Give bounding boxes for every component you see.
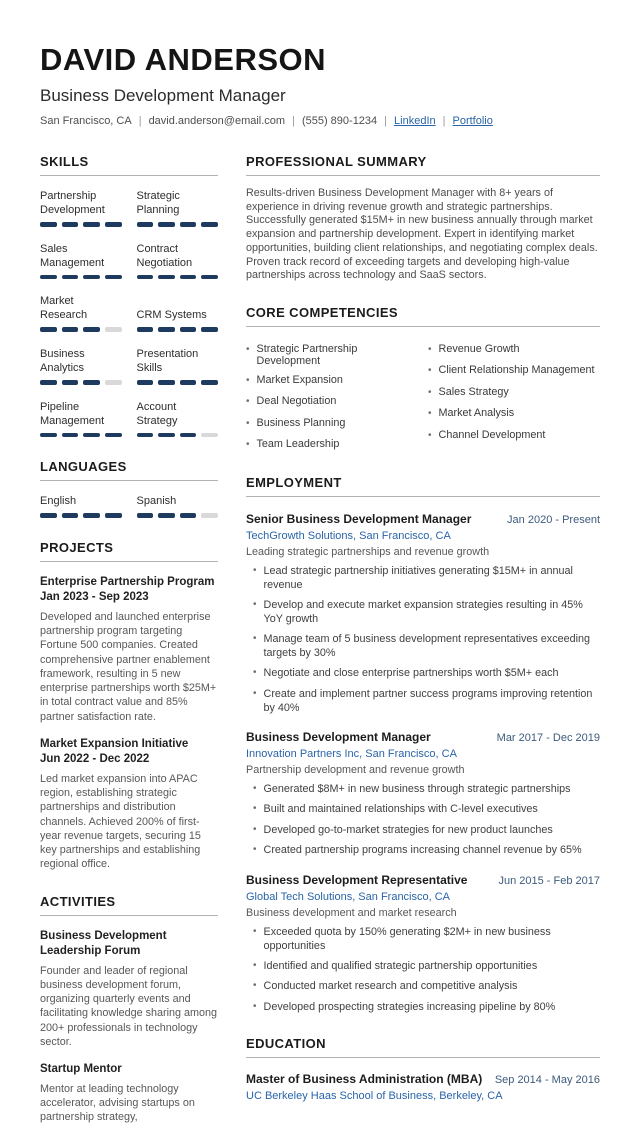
two-column-layout [40, 154, 600, 1146]
skill-level-segment [180, 275, 197, 280]
bullet-icon [253, 843, 257, 858]
bullet-icon [253, 666, 257, 681]
job-company: TechGrowth Solutions, San Francisco, CA [246, 529, 451, 542]
skill-level-segment [201, 433, 218, 438]
job-bullet [253, 632, 600, 660]
skill-level-segment [62, 380, 79, 385]
resume-header [40, 44, 600, 127]
skill-item [40, 347, 122, 385]
bullet-icon [253, 1000, 257, 1015]
activities-heading: ACTIVITIES [40, 894, 218, 916]
competencies-column-2 [428, 336, 600, 453]
job-bullet [253, 925, 600, 953]
job-dates: Jan 2020 - Present [507, 513, 600, 526]
job-bullet-text: Identified and qualified strategic partnership opportunities [263, 959, 538, 972]
job-dates: Jun 2015 - Feb 2017 [498, 874, 600, 887]
skill-item [40, 494, 122, 518]
bullet-icon [253, 802, 257, 817]
competency-label: Deal Negotiation [256, 395, 337, 408]
skill-level-segment [105, 380, 122, 385]
left-column [40, 154, 218, 1146]
competency-item [246, 395, 418, 410]
skill-level-segment [62, 222, 79, 227]
job-bullet-text: Create and implement partner success programs improving retention by 40% [263, 687, 593, 714]
skill-level-segment [180, 433, 197, 438]
summary-heading: PROFESSIONAL SUMMARY [246, 154, 600, 176]
skill-level-bar [40, 275, 122, 280]
skill-level-bar [137, 433, 219, 438]
bullet-icon [428, 386, 432, 401]
job-item [246, 873, 600, 1015]
activity-item [40, 929, 218, 1050]
skill-item [40, 400, 122, 438]
projects-section [40, 540, 218, 872]
contact-link-linkedin[interactable]: LinkedIn [394, 115, 436, 127]
project-description: Led market expansion into APAC region, establishing strategic partnerships and distribution channels. Achieved 200% of first-year revenue targets, securing 15 key partnerships and establishing regional office. [40, 772, 201, 871]
education-heading: EDUCATION [246, 1036, 600, 1058]
job-title: Business Development Representative [246, 872, 468, 887]
languages-section [40, 459, 218, 518]
competency-item [246, 343, 418, 367]
job-bullet-text: Lead strategic partnership initiatives generating $15M+ in annual revenue [263, 564, 573, 591]
skill-level-bar [137, 275, 219, 280]
competencies-section [246, 305, 600, 453]
skill-item [137, 189, 219, 227]
skill-item [40, 242, 122, 280]
skill-level-segment [40, 380, 57, 385]
activities-list [40, 929, 218, 1125]
skill-level-segment [40, 433, 57, 438]
project-description: Developed and launched enterprise partnership program targeting Fortune 500 companies. Created comprehensive partner enablement framework, resulting in 5 new enterprise partnerships worth $25M+ in total contract value and 85% partner satisfaction rate. [40, 610, 217, 723]
competencies-column-1 [246, 336, 418, 453]
bullet-icon [253, 782, 257, 797]
skill-level-bar [137, 222, 219, 227]
education-school: UC Berkeley Haas School of Business, Berkeley, CA [246, 1090, 503, 1103]
languages-heading: LANGUAGES [40, 459, 218, 481]
job-bullet [253, 666, 600, 681]
activity-title: Business Development Leadership Forum [40, 929, 167, 958]
skill-level-segment [137, 380, 154, 385]
skill-item [40, 294, 122, 332]
skill-level-segment [62, 513, 79, 518]
project-item [40, 737, 218, 872]
skill-name: Market Research [40, 295, 88, 322]
skill-level-segment [83, 327, 100, 332]
skill-item [137, 400, 219, 438]
skill-level-segment [83, 433, 100, 438]
contact-line [40, 115, 600, 127]
bullet-icon [253, 598, 257, 626]
summary-section [246, 154, 600, 283]
job-bullet [253, 959, 600, 974]
job-title: Senior Business Development Manager [246, 511, 472, 526]
skill-name: Sales Management [40, 242, 105, 269]
bullet-icon [253, 564, 257, 592]
skill-name: Business Analytics [40, 347, 85, 375]
contact-separator: | [292, 115, 295, 127]
skill-level-segment [201, 222, 218, 227]
competency-label: Market Analysis [438, 407, 515, 420]
education-header-row [246, 1072, 600, 1086]
skill-item [40, 189, 122, 227]
skill-name: Account Strategy [136, 400, 178, 427]
skills-section [40, 154, 218, 437]
skill-level-bar [40, 327, 122, 332]
competency-label: Sales Strategy [438, 385, 509, 398]
skill-level-segment [83, 222, 100, 227]
skill-level-segment [180, 380, 197, 385]
job-item [246, 512, 600, 715]
job-bullet [253, 979, 600, 994]
skill-level-bar [137, 380, 219, 385]
job-bullet [253, 1000, 600, 1015]
project-dates: Jan 2023 - Sep 2023 [40, 591, 149, 604]
skill-name: English [40, 495, 77, 508]
competency-item [428, 364, 600, 379]
bullet-icon [428, 343, 432, 358]
skill-level-segment [83, 513, 100, 518]
contact-separator: | [384, 115, 388, 127]
skill-level-segment [158, 327, 175, 332]
skill-item [137, 494, 219, 518]
bullet-icon [246, 438, 250, 453]
skill-level-segment [137, 327, 154, 332]
job-bullet-text: Created partnership programs increasing channel revenue by 65% [263, 844, 582, 857]
job-bullet [253, 598, 600, 626]
competencies-heading: CORE COMPETENCIES [246, 305, 600, 327]
skill-level-segment [83, 275, 100, 280]
skill-name: Contract Negotiation [136, 242, 193, 269]
project-item [40, 575, 218, 724]
skill-level-segment [158, 275, 175, 280]
skills-heading: SKILLS [40, 154, 218, 176]
bullet-icon [253, 632, 257, 660]
job-bullet-text: Negotiate and close enterprise partnerships worth $5M+ each [263, 667, 559, 680]
skill-level-segment [137, 222, 154, 227]
name-heading: DAVID ANDERSON [40, 42, 327, 77]
competency-item [246, 438, 418, 453]
activities-section [40, 894, 218, 1125]
bullet-icon [246, 395, 250, 410]
job-bullet-text: Conducted market research and competitive analysis [263, 980, 518, 993]
skill-name: Strategic Planning [136, 190, 180, 217]
skill-level-segment [62, 433, 79, 438]
bullet-icon [253, 979, 257, 994]
skill-level-segment [40, 275, 57, 280]
activity-title: Startup Mentor [40, 1063, 122, 1076]
contact-separator: | [138, 115, 142, 127]
skill-level-segment [201, 275, 218, 280]
job-bullet [253, 802, 600, 817]
competencies-columns [246, 336, 600, 453]
employment-section [246, 475, 600, 1014]
contact-email: david.anderson@email.com [148, 115, 286, 127]
competency-label: Market Expansion [256, 373, 343, 386]
job-bullet [253, 782, 600, 797]
skill-level-bar [137, 327, 219, 332]
job-bullet [253, 843, 600, 858]
skill-level-segment [105, 275, 122, 280]
skill-name: Spanish [136, 495, 177, 508]
skill-level-segment [158, 433, 175, 438]
skill-level-segment [105, 327, 122, 332]
skill-level-segment [62, 275, 79, 280]
job-bullet-list [246, 782, 600, 858]
competency-item [428, 407, 600, 422]
skill-level-segment [180, 513, 197, 518]
skill-level-bar [40, 222, 122, 227]
skill-level-segment [158, 222, 175, 227]
project-title: Enterprise Partnership Program [40, 575, 215, 588]
competency-item [246, 374, 418, 389]
education-dates: Sep 2014 - May 2016 [494, 1074, 600, 1087]
job-bullet-text: Developed prospecting strategies increasing pipeline by 80% [263, 1000, 556, 1013]
skill-level-segment [40, 222, 57, 227]
job-bullet [253, 687, 600, 715]
project-dates: Jun 2022 - Dec 2022 [40, 753, 150, 766]
bullet-icon [246, 374, 250, 389]
job-bullet-text: Built and maintained relationships with C-level executives [263, 803, 538, 816]
bullet-icon [253, 823, 257, 838]
bullet-icon [253, 687, 257, 715]
competency-label: Revenue Growth [438, 342, 520, 355]
education-section [246, 1036, 600, 1102]
skill-name: Partnership Development [40, 190, 105, 217]
job-bullet [253, 564, 600, 592]
skill-level-bar [40, 433, 122, 438]
skill-level-segment [137, 433, 154, 438]
skill-level-segment [40, 327, 57, 332]
job-item [246, 730, 600, 858]
skill-level-bar [40, 380, 122, 385]
activity-description: Mentor at leading technology accelerator, advising startups on partnership strategy, [40, 1082, 195, 1124]
activity-item [40, 1062, 218, 1124]
skill-level-segment [180, 222, 197, 227]
job-company: Global Tech Solutions, San Francisco, CA [246, 890, 451, 903]
bullet-icon [428, 429, 432, 444]
skill-name: Presentation Skills [136, 347, 199, 375]
competency-item [428, 343, 600, 358]
skill-level-bar [137, 513, 219, 518]
skill-name: CRM Systems [136, 309, 207, 322]
activity-description: Founder and leader of regional business development forum, organizing quarterly events and facilitating knowledge sharing among 200+ professionals in technology sector. [40, 964, 218, 1048]
skills-grid [40, 189, 218, 437]
summary-text: Results-driven Business Development Manager with 8+ years of experience in driving revenue growth and strategic partnerships. Successfully generated $15M+ in new business annually through market expansion and partnership development. Expert in identifying market opportunities, building client relationships, and negotiating complex deals. Proven track record of exceeding targets and developing high-value partnerships across technology and SaaS sectors. [246, 187, 598, 282]
job-title-heading: Business Development Manager [40, 86, 286, 105]
skill-level-segment [201, 380, 218, 385]
job-bullet-text: Generated $8M+ in new business through strategic partnerships [263, 782, 571, 795]
right-column [246, 154, 600, 1146]
competency-label: Business Planning [256, 416, 346, 429]
competency-item [428, 386, 600, 401]
job-header-row [246, 512, 600, 526]
skill-level-segment [62, 327, 79, 332]
education-list [246, 1072, 600, 1102]
job-header-row [246, 873, 600, 887]
job-bullet-list [246, 564, 600, 715]
skill-level-segment [180, 327, 197, 332]
skill-level-segment [201, 327, 218, 332]
competency-label: Strategic Partnership Development [256, 342, 358, 367]
skill-item [137, 294, 219, 332]
job-header-row [246, 730, 600, 744]
contact-separator: | [442, 115, 446, 127]
job-title: Business Development Manager [246, 729, 431, 744]
bullet-icon [253, 959, 257, 974]
skill-level-segment [105, 222, 122, 227]
skill-level-segment [201, 513, 218, 518]
skill-item [137, 347, 219, 385]
skill-level-segment [137, 275, 154, 280]
contact-location: San Francisco, CA [40, 115, 132, 127]
competency-label: Team Leadership [256, 438, 340, 451]
employment-heading: EMPLOYMENT [246, 475, 600, 497]
skill-level-segment [158, 513, 175, 518]
project-title: Market Expansion Initiative [40, 737, 189, 750]
skill-item [137, 242, 219, 280]
job-bullet-text: Exceeded quota by 150% generating $2M+ in new business opportunities [263, 925, 551, 952]
competency-item [428, 429, 600, 444]
skill-level-segment [83, 380, 100, 385]
bullet-icon [428, 407, 432, 422]
bullet-icon [246, 343, 250, 367]
contact-phone: (555) 890-1234 [301, 115, 378, 127]
job-bullet-text: Develop and execute market expansion strategies resulting in 45% YoY growth [263, 598, 583, 626]
skill-level-bar [40, 513, 122, 518]
skill-level-segment [137, 513, 154, 518]
job-bullet-list [246, 925, 600, 1015]
skill-name: Pipeline Management [40, 400, 105, 427]
skill-level-segment [40, 513, 57, 518]
job-bullet [253, 823, 600, 838]
job-summary: Partnership development and revenue growth [246, 763, 465, 776]
job-summary: Business development and market research [246, 906, 457, 919]
skill-level-segment [105, 433, 122, 438]
languages-grid [40, 494, 218, 518]
bullet-icon [253, 925, 257, 953]
bullet-icon [428, 364, 432, 379]
skill-level-segment [105, 513, 122, 518]
job-bullet-text: Developed go-to-market strategies for new product launches [263, 823, 553, 836]
competency-item [246, 417, 418, 432]
job-bullet-text: Manage team of 5 business development representatives exceeding targets by 30% [263, 633, 591, 660]
education-degree: Master of Business Administration (MBA) [246, 1072, 483, 1087]
job-company: Innovation Partners Inc, San Francisco, CA [246, 747, 457, 760]
projects-heading: PROJECTS [40, 540, 218, 562]
bullet-icon [246, 417, 250, 432]
education-item [246, 1072, 600, 1102]
contact-link-portfolio[interactable]: Portfolio [452, 115, 493, 127]
projects-list [40, 575, 218, 872]
competency-label: Client Relationship Management [438, 364, 595, 377]
skill-level-segment [158, 380, 175, 385]
competency-label: Channel Development [438, 428, 546, 441]
job-summary: Leading strategic partnerships and revenue growth [246, 545, 490, 558]
employment-list [246, 512, 600, 1014]
job-dates: Mar 2017 - Dec 2019 [496, 731, 600, 744]
